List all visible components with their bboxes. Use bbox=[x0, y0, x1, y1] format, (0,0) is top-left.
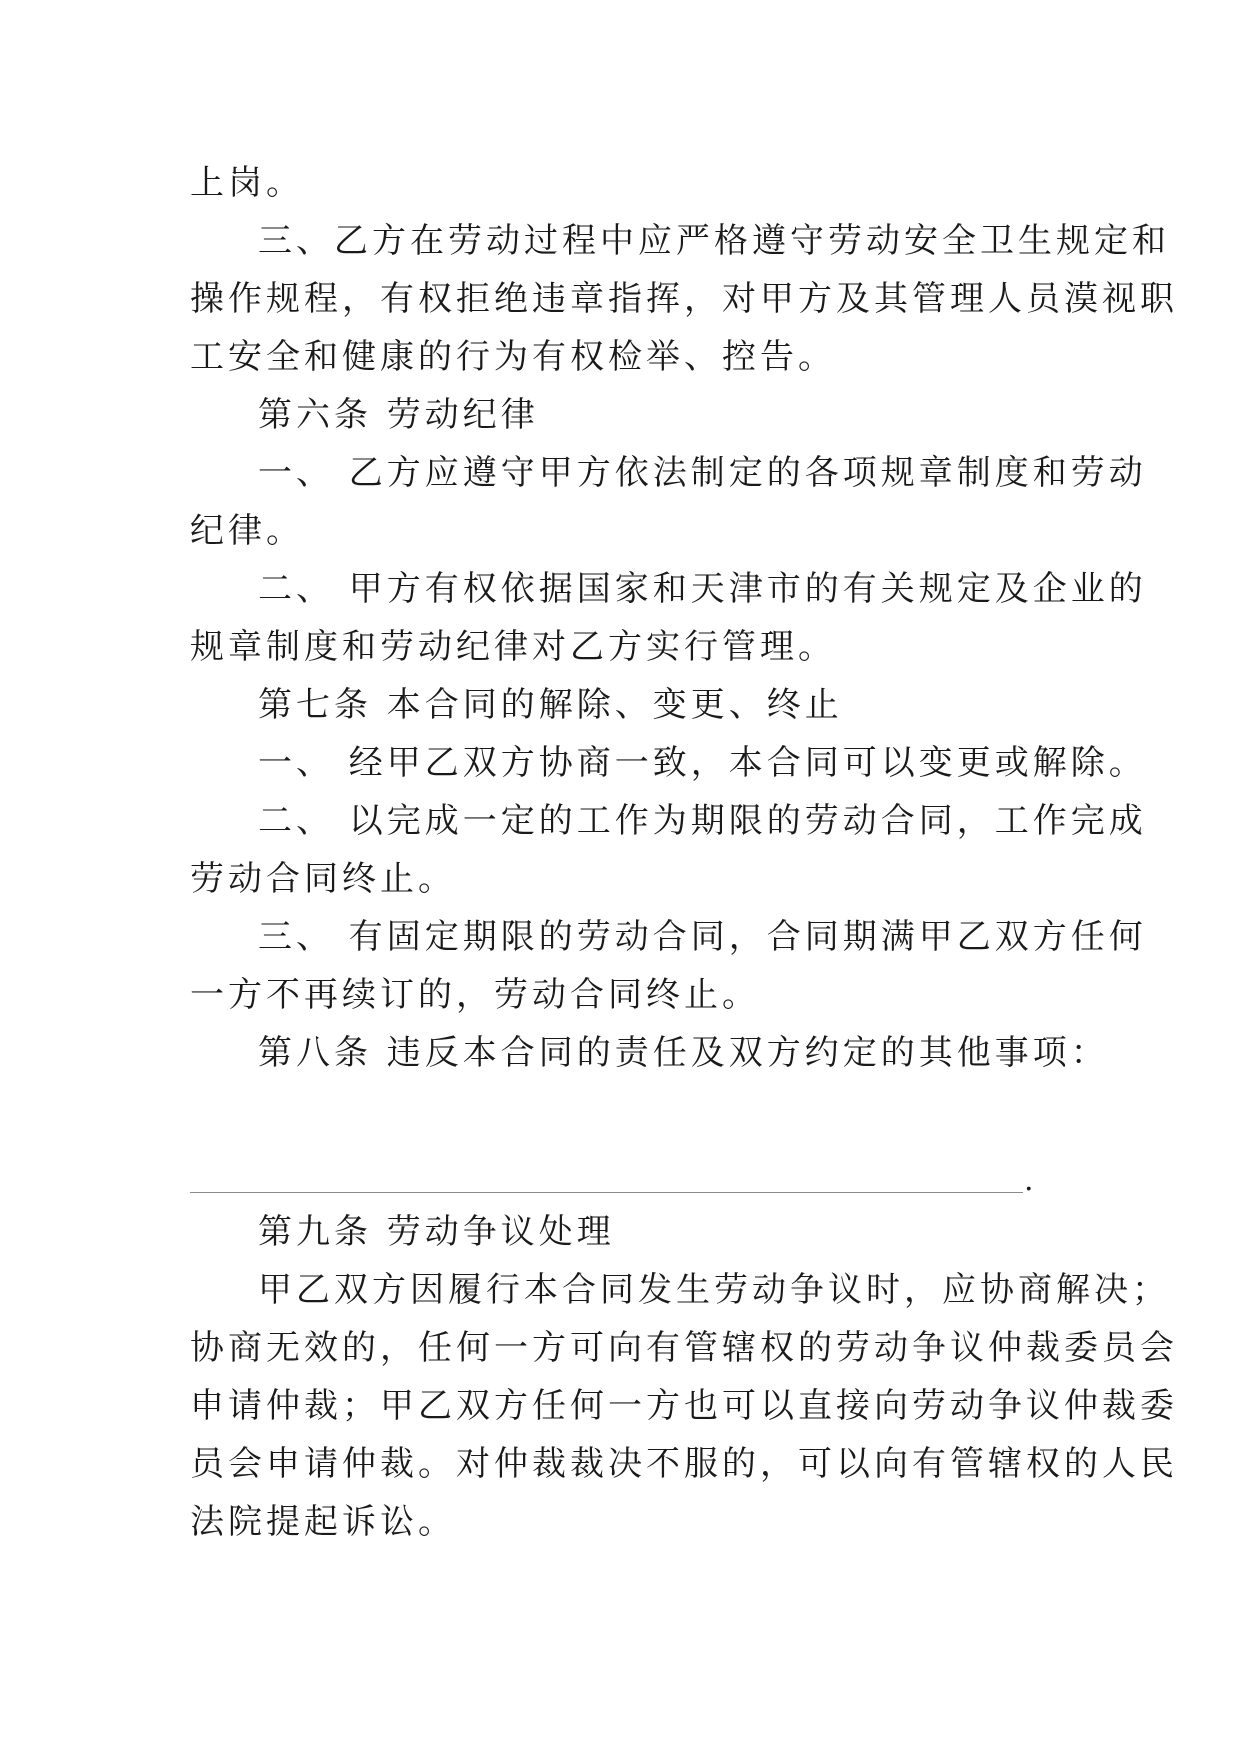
text-line: 一方不再续订的，劳动合同终止。 bbox=[190, 975, 760, 1015]
text-line: 一、 经甲乙双方协商一致，本合同可以变更或解除。 bbox=[258, 743, 1147, 783]
section-heading: 第九条 劳动争议处理 bbox=[258, 1212, 615, 1252]
text-line: 申请仲裁；甲乙双方任何一方也可以直接向劳动争议仲裁委 bbox=[190, 1386, 1178, 1426]
text-line: 员会申请仲裁。对仲裁裁决不服的，可以向有管辖权的人民 bbox=[190, 1444, 1178, 1484]
text-line: 二、 甲方有权依据国家和天津市的有关规定及企业的 bbox=[258, 569, 1147, 609]
blank-line-period: . bbox=[1024, 1163, 1034, 1198]
section-heading: 第六条 劳动纪律 bbox=[258, 395, 539, 435]
text-line: 协商无效的，任何一方可向有管辖权的劳动争议仲裁委员会 bbox=[190, 1328, 1178, 1368]
text-line: 三、 有固定期限的劳动合同，合同期满甲乙双方任何 bbox=[258, 917, 1147, 957]
text-line: 劳动合同终止。 bbox=[190, 859, 456, 899]
text-line: 三、乙方在劳动过程中应严格遵守劳动安全卫生规定和 bbox=[258, 221, 1170, 261]
text-line: 一、 乙方应遵守甲方依法制定的各项规章制度和劳动 bbox=[258, 453, 1147, 493]
fill-in-blank-line bbox=[190, 1192, 1023, 1193]
text-line: 甲乙双方因履行本合同发生劳动争议时，应协商解决； bbox=[258, 1270, 1170, 1310]
text-line: 法院提起诉讼。 bbox=[190, 1502, 456, 1542]
text-line: 上岗。 bbox=[190, 163, 304, 203]
text-line: 二、 以完成一定的工作为期限的劳动合同，工作完成 bbox=[258, 801, 1147, 841]
section-heading: 第八条 违反本合同的责任及双方约定的其他事项： bbox=[258, 1033, 1109, 1073]
text-line: 操作规程，有权拒绝违章指挥，对甲方及其管理人员漠视职 bbox=[190, 279, 1178, 319]
section-heading: 第七条 本合同的解除、变更、终止 bbox=[258, 685, 843, 725]
text-line: 纪律。 bbox=[190, 511, 304, 551]
text-line: 规章制度和劳动纪律对乙方实行管理。 bbox=[190, 627, 836, 667]
text-line: 工安全和健康的行为有权检举、控告。 bbox=[190, 337, 836, 377]
